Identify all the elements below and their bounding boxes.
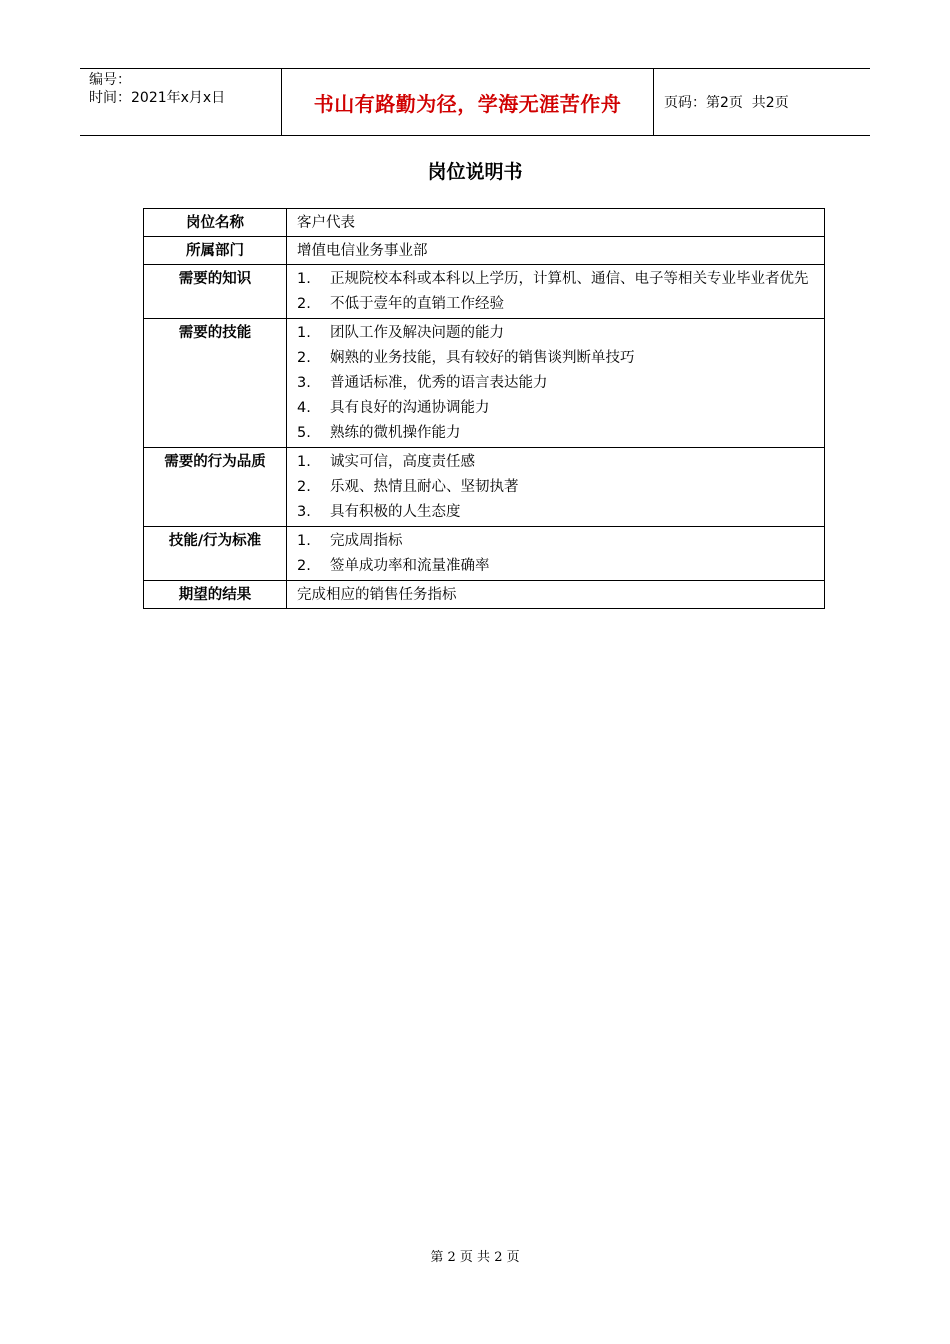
list-item-number: 1. bbox=[297, 271, 311, 287]
table-row bbox=[144, 319, 825, 448]
list-item-text: 熟练的微机操作能力 bbox=[330, 425, 461, 441]
list-item-number: 2. bbox=[297, 296, 311, 312]
list-item bbox=[297, 346, 818, 371]
list-item-text: 团队工作及解决问题的能力 bbox=[330, 325, 504, 341]
list-item-text: 普通话标准，优秀的语言表达能力 bbox=[330, 375, 548, 391]
row-label: 需要的行为品质 bbox=[144, 448, 287, 527]
row-label: 岗位名称 bbox=[144, 209, 287, 237]
row-value bbox=[287, 319, 825, 448]
page-header bbox=[80, 68, 870, 136]
page-info-text: 页码：第2页 共2页 bbox=[664, 95, 789, 111]
list-item-text: 正规院校本科或本科以上学历，计算机、通信、电子等相关专业毕业者优先 bbox=[330, 271, 809, 287]
list-item bbox=[297, 450, 818, 475]
list-item-number: 2. bbox=[297, 558, 311, 574]
list-item-number: 1. bbox=[297, 454, 311, 470]
row-value: 完成相应的销售任务指标 bbox=[287, 581, 825, 609]
list-item-number: 5. bbox=[297, 425, 311, 441]
list-item-number: 3. bbox=[297, 504, 311, 520]
list-item-number: 2. bbox=[297, 350, 311, 366]
row-value: 客户代表 bbox=[287, 209, 825, 237]
page-footer: 第 2 页 共 2 页 bbox=[430, 1250, 520, 1265]
row-value bbox=[287, 527, 825, 581]
list-item-text: 签单成功率和流量准确率 bbox=[330, 558, 490, 574]
job-description-table bbox=[143, 208, 825, 609]
table-row bbox=[144, 209, 825, 237]
row-value bbox=[287, 448, 825, 527]
table-row bbox=[144, 581, 825, 609]
list-item bbox=[297, 421, 818, 446]
motto-text: 书山有路勤为径，学海无涯苦作舟 bbox=[313, 91, 622, 116]
list-item-number: 4. bbox=[297, 400, 311, 416]
list-item bbox=[297, 371, 818, 396]
list-item bbox=[297, 475, 818, 500]
document-time: 时间：2021年x月x日 bbox=[89, 90, 226, 106]
list-item-text: 完成周指标 bbox=[330, 533, 403, 549]
list-item-number: 2. bbox=[297, 479, 311, 495]
list-item bbox=[297, 500, 818, 525]
list-item bbox=[297, 267, 818, 292]
header-page-info bbox=[654, 69, 870, 135]
list-item-number: 1. bbox=[297, 533, 311, 549]
row-label: 技能/行为标准 bbox=[144, 527, 287, 581]
list-item-text: 娴熟的业务技能，具有较好的销售谈判断单技巧 bbox=[330, 350, 635, 366]
row-value: 增值电信业务事业部 bbox=[287, 237, 825, 265]
list-item-text: 具有积极的人生态度 bbox=[330, 504, 461, 520]
table-row bbox=[144, 527, 825, 581]
list-item bbox=[297, 321, 818, 346]
row-label: 所属部门 bbox=[144, 237, 287, 265]
table-row bbox=[144, 265, 825, 319]
header-meta bbox=[80, 69, 281, 135]
list-item bbox=[297, 396, 818, 421]
row-label: 需要的知识 bbox=[144, 265, 287, 319]
list-item-text: 具有良好的沟通协调能力 bbox=[330, 400, 490, 416]
document-code: 编号： bbox=[89, 72, 131, 88]
list-item bbox=[297, 554, 818, 579]
table-row bbox=[144, 448, 825, 527]
list-item bbox=[297, 529, 818, 554]
list-item-number: 3. bbox=[297, 375, 311, 391]
row-value bbox=[287, 265, 825, 319]
list-item-text: 乐观、热情且耐心、坚韧执著 bbox=[330, 479, 519, 495]
row-label: 期望的结果 bbox=[144, 581, 287, 609]
list-item-text: 诚实可信，高度责任感 bbox=[330, 454, 475, 470]
document-title: 岗位说明书 bbox=[427, 161, 523, 183]
row-label: 需要的技能 bbox=[144, 319, 287, 448]
list-item bbox=[297, 292, 818, 317]
header-motto bbox=[281, 69, 654, 135]
table-row bbox=[144, 237, 825, 265]
list-item-text: 不低于壹年的直销工作经验 bbox=[330, 296, 504, 312]
list-item-number: 1. bbox=[297, 325, 311, 341]
